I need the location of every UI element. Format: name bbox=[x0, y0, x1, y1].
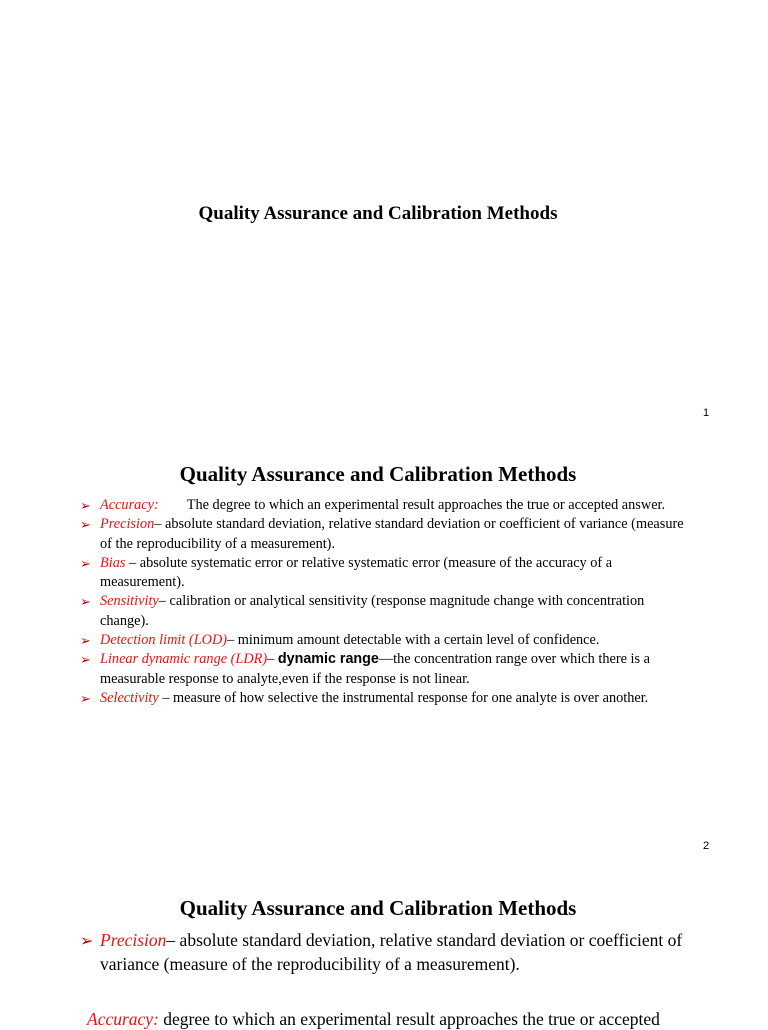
definition: absolute systematic error or relative systematic error (measure of the accuracy of a measurement). bbox=[100, 554, 613, 591]
slide-number: 1 bbox=[703, 407, 710, 419]
list-item bbox=[80, 689, 690, 708]
arrow-bullet-icon: ➢ bbox=[80, 690, 91, 706]
term: Accuracy: bbox=[100, 497, 159, 513]
arrow-bullet-icon: ➢ bbox=[80, 594, 91, 610]
slide-number: 2 bbox=[703, 840, 710, 852]
term: Accuracy: bbox=[87, 1009, 159, 1029]
term: Linear dynamic range (LDR) bbox=[100, 651, 268, 668]
definition: absolute standard deviation, relative standard deviation or coefficient of variance (measure of the reproducibility of a measurement). bbox=[100, 930, 683, 974]
slide-title: Quality Assurance and Calibration Methods bbox=[179, 896, 577, 920]
definition: minimum amount detectable with a certain level of confidence. bbox=[237, 632, 600, 649]
list-item bbox=[80, 929, 720, 976]
term: Detection limit (LOD) bbox=[100, 632, 228, 649]
separator: – bbox=[166, 930, 180, 950]
separator: – bbox=[267, 651, 278, 668]
definition: The degree to which an experimental result approaches the true or accepted answer. bbox=[186, 497, 666, 513]
slide-title: Quality Assurance and Calibration Methods bbox=[198, 203, 558, 224]
list-item bbox=[80, 496, 690, 515]
separator: – bbox=[227, 632, 238, 649]
list-item bbox=[80, 631, 690, 650]
term: Precision bbox=[100, 516, 155, 533]
separator: – bbox=[158, 689, 174, 706]
list-item bbox=[80, 592, 690, 631]
term: Sensitivity bbox=[100, 593, 159, 610]
definition: degree to which an experimental result approaches the true or accepted bbox=[163, 1009, 660, 1029]
separator: – bbox=[154, 516, 165, 533]
separator: – bbox=[125, 554, 140, 571]
keyword: dynamic range bbox=[277, 651, 379, 668]
arrow-bullet-icon: ➢ bbox=[80, 517, 91, 533]
arrow-bullet-icon: ➢ bbox=[80, 633, 91, 649]
list-item bbox=[80, 650, 690, 689]
term: Bias bbox=[100, 554, 126, 571]
partial-line bbox=[87, 1009, 660, 1030]
definition: absolute standard deviation, relative standard deviation or coefficient of variance (measure of the reproducibility of a measurement). bbox=[100, 516, 684, 552]
definition: calibration or analytical sensitivity (response magnitude change with concentration change). bbox=[100, 593, 645, 629]
definition-list bbox=[80, 496, 690, 708]
list-item bbox=[80, 515, 690, 554]
arrow-bullet-icon: ➢ bbox=[80, 498, 91, 513]
slide-title: Quality Assurance and Calibration Methods bbox=[179, 462, 577, 486]
arrow-bullet-icon: ➢ bbox=[80, 933, 94, 950]
list-item bbox=[80, 554, 690, 593]
definition: —the concentration range over which there is a measurable response to analyte,even if the response is not linear. bbox=[100, 651, 650, 687]
separator: – bbox=[158, 593, 170, 610]
term: Selectivity bbox=[100, 689, 159, 706]
arrow-bullet-icon: ➢ bbox=[80, 652, 91, 668]
term: Precision bbox=[100, 930, 167, 950]
definition: measure of how selective the instrumental response for one analyte is over another. bbox=[173, 689, 649, 706]
arrow-bullet-icon: ➢ bbox=[80, 555, 91, 571]
definition-list bbox=[80, 929, 720, 976]
